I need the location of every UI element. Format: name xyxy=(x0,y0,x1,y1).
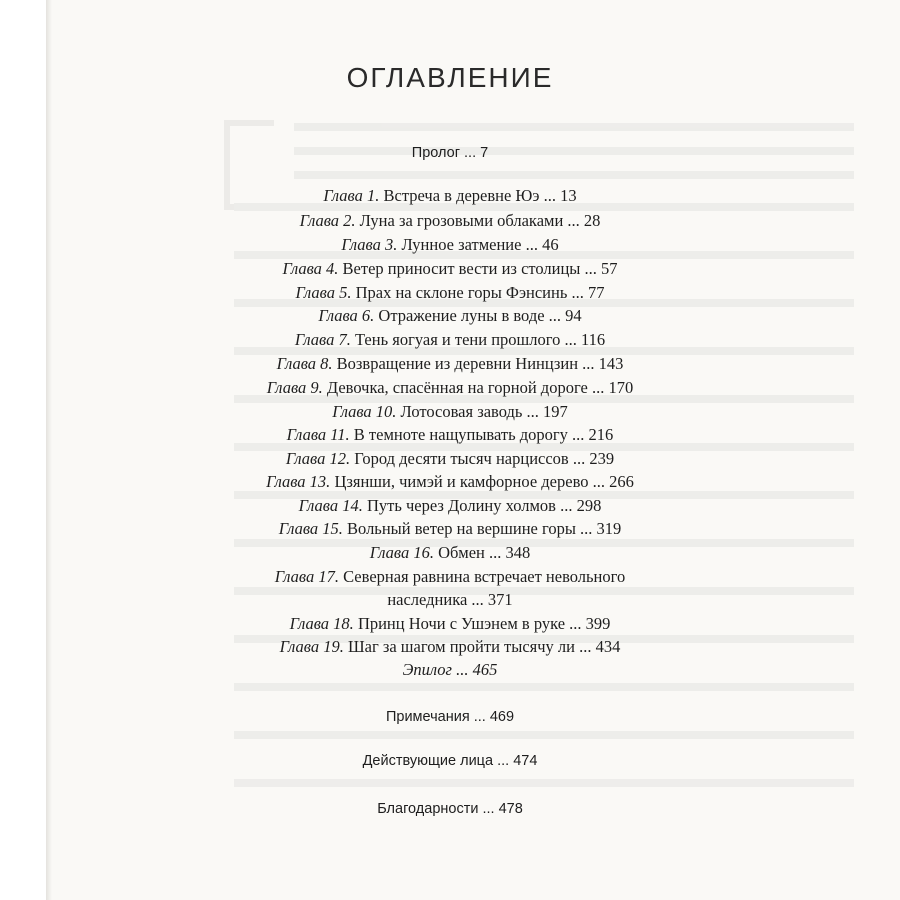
chapter-label: Глава 2. xyxy=(299,211,356,230)
chapter-label: Глава 12. xyxy=(285,449,351,468)
chapter-label: Глава 18. xyxy=(289,614,354,633)
toc-notes: Примечания ... 469 xyxy=(385,709,515,725)
chapter-title: Лотосовая заводь ... 197 xyxy=(396,402,568,421)
toc-chapter xyxy=(46,519,854,539)
chapter-title: Цзянши, чимэй и камфорное дерево ... 266 xyxy=(330,472,634,491)
toc-chapter-continuation xyxy=(46,590,854,610)
chapter-label: Глава 5. xyxy=(295,283,352,302)
toc-chapter xyxy=(46,354,854,374)
toc-chapter xyxy=(46,283,854,303)
toc-chapter xyxy=(46,306,854,326)
chapter-label: Глава 6. xyxy=(318,306,375,325)
toc-chapter xyxy=(46,235,854,255)
chapter-label: Глава 3. xyxy=(341,235,398,254)
chapter-title: Отражение луны в воде ... 94 xyxy=(374,306,582,325)
chapter-title: Луна за грозовыми облаками ... 28 xyxy=(355,211,601,230)
toc-chapter xyxy=(46,472,854,492)
toc-chapter xyxy=(46,637,854,657)
chapter-label: Глава 1. xyxy=(323,186,380,205)
chapter-title: Лунное затмение ... 46 xyxy=(397,235,559,254)
toc-chapter xyxy=(46,567,854,587)
toc-characters: Действующие лица ... 474 xyxy=(362,753,538,769)
toc-chapter xyxy=(46,449,854,469)
toc-chapter xyxy=(46,330,854,350)
chapter-label: Глава 11. xyxy=(286,425,350,444)
show-through-line xyxy=(234,779,854,787)
chapter-label: Глава 17. xyxy=(274,567,339,586)
chapter-title: Прах на склоне горы Фэнсинь ... 77 xyxy=(351,283,605,302)
chapter-title: Принц Ночи с Ушэнем в руке ... 399 xyxy=(353,614,611,633)
page-title: ОГЛАВЛЕНИЕ xyxy=(346,62,554,93)
chapter-title: наследника ... 371 xyxy=(387,590,513,609)
show-through-line xyxy=(294,171,854,179)
chapter-title: Тень яогуая и тени прошлого ... 116 xyxy=(350,330,606,349)
chapter-title: Встреча в деревне Юэ ... 13 xyxy=(379,186,577,205)
toc-chapter xyxy=(46,211,854,231)
chapter-label: Глава 8. xyxy=(276,354,333,373)
toc-chapter xyxy=(46,378,854,398)
toc-prologue: Пролог ... 7 xyxy=(411,145,489,161)
toc-epilogue: Эпилог ... 465 xyxy=(402,660,498,679)
toc-chapter xyxy=(46,259,854,279)
chapter-label: Глава 15. xyxy=(278,519,343,538)
chapter-label: Глава 10. xyxy=(332,402,397,421)
toc-chapter xyxy=(46,496,854,516)
chapter-title: Обмен ... 348 xyxy=(433,543,531,562)
toc-chapter xyxy=(46,543,854,563)
toc-acknowledgements: Благодарности ... 478 xyxy=(377,801,523,817)
book-page xyxy=(46,0,900,900)
chapter-title: Ветер приносит вести из столицы ... 57 xyxy=(338,259,618,278)
chapter-title: Девочка, спасённая на горной дороге ... 170 xyxy=(322,378,634,397)
chapter-label: Глава 14. xyxy=(298,496,363,515)
chapter-label: Глава 16. xyxy=(369,543,434,562)
show-through-line xyxy=(234,731,854,739)
chapter-title: Северная равнина встречает невольного xyxy=(338,567,626,586)
chapter-title: Возвращение из деревни Нинцзин ... 143 xyxy=(332,354,624,373)
toc-chapter xyxy=(46,614,854,634)
chapter-label: Глава 7. xyxy=(294,330,351,349)
chapter-label: Глава 9. xyxy=(266,378,323,397)
chapter-title: Путь через Долину холмов ... 298 xyxy=(362,496,602,515)
show-through-line xyxy=(294,123,854,131)
chapter-label: Глава 19. xyxy=(279,637,344,656)
chapter-label: Глава 13. xyxy=(266,472,331,491)
chapter-title: Шаг за шагом пройти тысячу ли ... 434 xyxy=(343,637,621,656)
chapter-title: Вольный ветер на вершине горы ... 319 xyxy=(342,519,622,538)
toc-chapter xyxy=(46,186,854,206)
toc-chapter xyxy=(46,425,854,445)
show-through-line xyxy=(234,683,854,691)
chapter-title: Город десяти тысяч нарциссов ... 239 xyxy=(350,449,615,468)
toc-chapter xyxy=(46,402,854,422)
chapter-title: В темноте нащупывать дорогу ... 216 xyxy=(349,425,614,444)
chapter-label: Глава 4. xyxy=(282,259,339,278)
